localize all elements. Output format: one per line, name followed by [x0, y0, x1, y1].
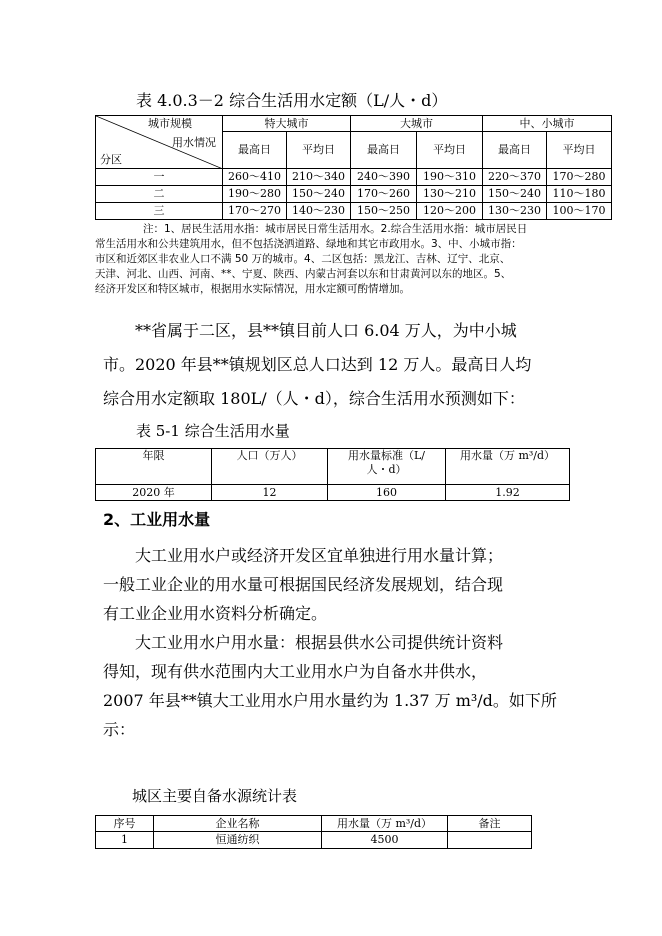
- subcol-header: 最高日: [351, 132, 417, 169]
- cell-year: 2020 年: [96, 485, 212, 501]
- value-cell: 100～170: [547, 203, 612, 220]
- zone-cell: 一: [96, 169, 223, 186]
- value-cell: 150～240: [483, 186, 547, 203]
- header-population: 人口（万人）: [212, 449, 328, 485]
- cell-company: 恒通纺织: [154, 832, 322, 849]
- paragraph-population: [103, 314, 583, 416]
- note-line: 经济开发区和特区城市，根据用水实际情况，用水定额可酌情增加。: [95, 283, 410, 295]
- note-line: 注：1、居民生活用水指：城市居民日常生活用水。2.综合生活用水指：城市居民日: [143, 223, 528, 235]
- zone-cell: 二: [96, 186, 223, 203]
- header-standard-line2: 人・d）: [366, 463, 407, 476]
- header-volume: 用水量（万 m³/d）: [446, 449, 570, 485]
- value-cell: 240～390: [351, 169, 417, 186]
- cell-volume: 1.92: [446, 485, 570, 501]
- paragraph-line: **省属于二区，县**镇目前人口 6.04 万人，为中小城: [135, 321, 517, 340]
- value-cell: 130～230: [483, 203, 547, 220]
- value-cell: 190～310: [417, 169, 483, 186]
- corner-label-zone: 分区: [100, 153, 122, 166]
- value-cell: 170～270: [223, 203, 287, 220]
- header-remark: 备注: [448, 816, 532, 832]
- paragraph-line: 示：: [103, 720, 136, 739]
- value-cell: 150～240: [287, 186, 351, 203]
- section-heading: 2、工业用水量: [103, 510, 211, 529]
- paragraph-line: 一般工业企业的用水量可根据国民经济发展规划，结合现: [103, 575, 504, 594]
- value-cell: 210～340: [287, 169, 351, 186]
- header-year: 年限: [96, 449, 212, 485]
- subcol-header: 平均日: [287, 132, 351, 169]
- value-cell: 120～200: [417, 203, 483, 220]
- table-row: [96, 169, 612, 186]
- table-row: [96, 832, 532, 849]
- group-header-large-city: 大城市: [351, 116, 483, 132]
- note-line: 市区和近郊区非农业人口不满 50 万的城市。4、二区包括：黑龙江、吉林、辽宁、北京、: [95, 253, 511, 265]
- cell-volume: 4500: [322, 832, 448, 849]
- value-cell: 130～210: [417, 186, 483, 203]
- paragraph-industrial: [103, 541, 583, 744]
- header-volume: 用水量（万 m³/d）: [322, 816, 448, 832]
- table1-corner-cell: [96, 116, 223, 169]
- paragraph-line: 大工业用水户用水量：根据县供水公司提供统计资料: [135, 633, 504, 652]
- value-cell: 260～410: [223, 169, 287, 186]
- paragraph-line: 大工业用水户或经济开发区宜单独进行用水量计算；: [135, 546, 504, 565]
- cell-index: 1: [96, 832, 154, 849]
- value-cell: 170～260: [351, 186, 417, 203]
- value-cell: 150～250: [351, 203, 417, 220]
- subcol-header: 平均日: [547, 132, 612, 169]
- cell-standard: 160: [328, 485, 446, 501]
- subcol-header: 最高日: [223, 132, 287, 169]
- water-source-table: [95, 815, 532, 849]
- corner-label-usage: 用水情况: [172, 136, 216, 149]
- header-standard: [328, 449, 446, 485]
- paragraph-line: 有工业企业用水资料分析确定。: [103, 604, 328, 623]
- water-quota-table: [95, 115, 612, 220]
- note-line: 常生活用水和公共建筑用水，但不包括浇洒道路、绿地和其它市政用水。3、中、小城市指：: [95, 238, 522, 250]
- group-header-mega-city: 特大城市: [223, 116, 351, 132]
- note-line: 天津、河北、山西、河南、**、宁夏、陕西、内蒙古河套以东和甘肃黄河以东的地区。5、: [95, 268, 512, 280]
- paragraph-line: 市。2020 年县**镇规划区总人口达到 12 万人。最高日人均: [103, 355, 532, 374]
- value-cell: 170～280: [547, 169, 612, 186]
- header-company: 企业名称: [154, 816, 322, 832]
- value-cell: 190～280: [223, 186, 287, 203]
- value-cell: 110～180: [547, 186, 612, 203]
- cell-population: 12: [212, 485, 328, 501]
- zone-cell: 三: [96, 203, 223, 220]
- subcol-header: 平均日: [417, 132, 483, 169]
- table-row: [96, 485, 570, 501]
- table-note: [95, 222, 615, 297]
- table1-caption: 表 4.0.3－2 综合生活用水定额（L/人・d）: [136, 91, 448, 110]
- paragraph-line: 2007 年县**镇大工业用水户用水量约为 1.37 万 m³/d。如下所: [103, 691, 557, 710]
- subcol-header: 最高日: [483, 132, 547, 169]
- table3-caption: 城区主要自备水源统计表: [132, 787, 298, 805]
- value-cell: 140～230: [287, 203, 351, 220]
- header-standard-line1: 用水量标准（L/: [347, 449, 425, 462]
- header-index: 序号: [96, 816, 154, 832]
- paragraph-line: 得知，现有供水范围内大工业用水户为自备水井供水，: [103, 662, 488, 681]
- corner-label-scale: 城市规模: [148, 117, 192, 130]
- paragraph-line: 综合用水定额取 180L/（人・d），综合生活用水预测如下：: [103, 389, 525, 408]
- living-water-table: [95, 448, 570, 501]
- group-header-small-city: 中、小城市: [483, 116, 612, 132]
- cell-remark: [448, 832, 532, 849]
- table-row: [96, 186, 612, 203]
- value-cell: 220～370: [483, 169, 547, 186]
- table2-caption: 表 5-1 综合生活用水量: [136, 422, 290, 440]
- table-row: [96, 203, 612, 220]
